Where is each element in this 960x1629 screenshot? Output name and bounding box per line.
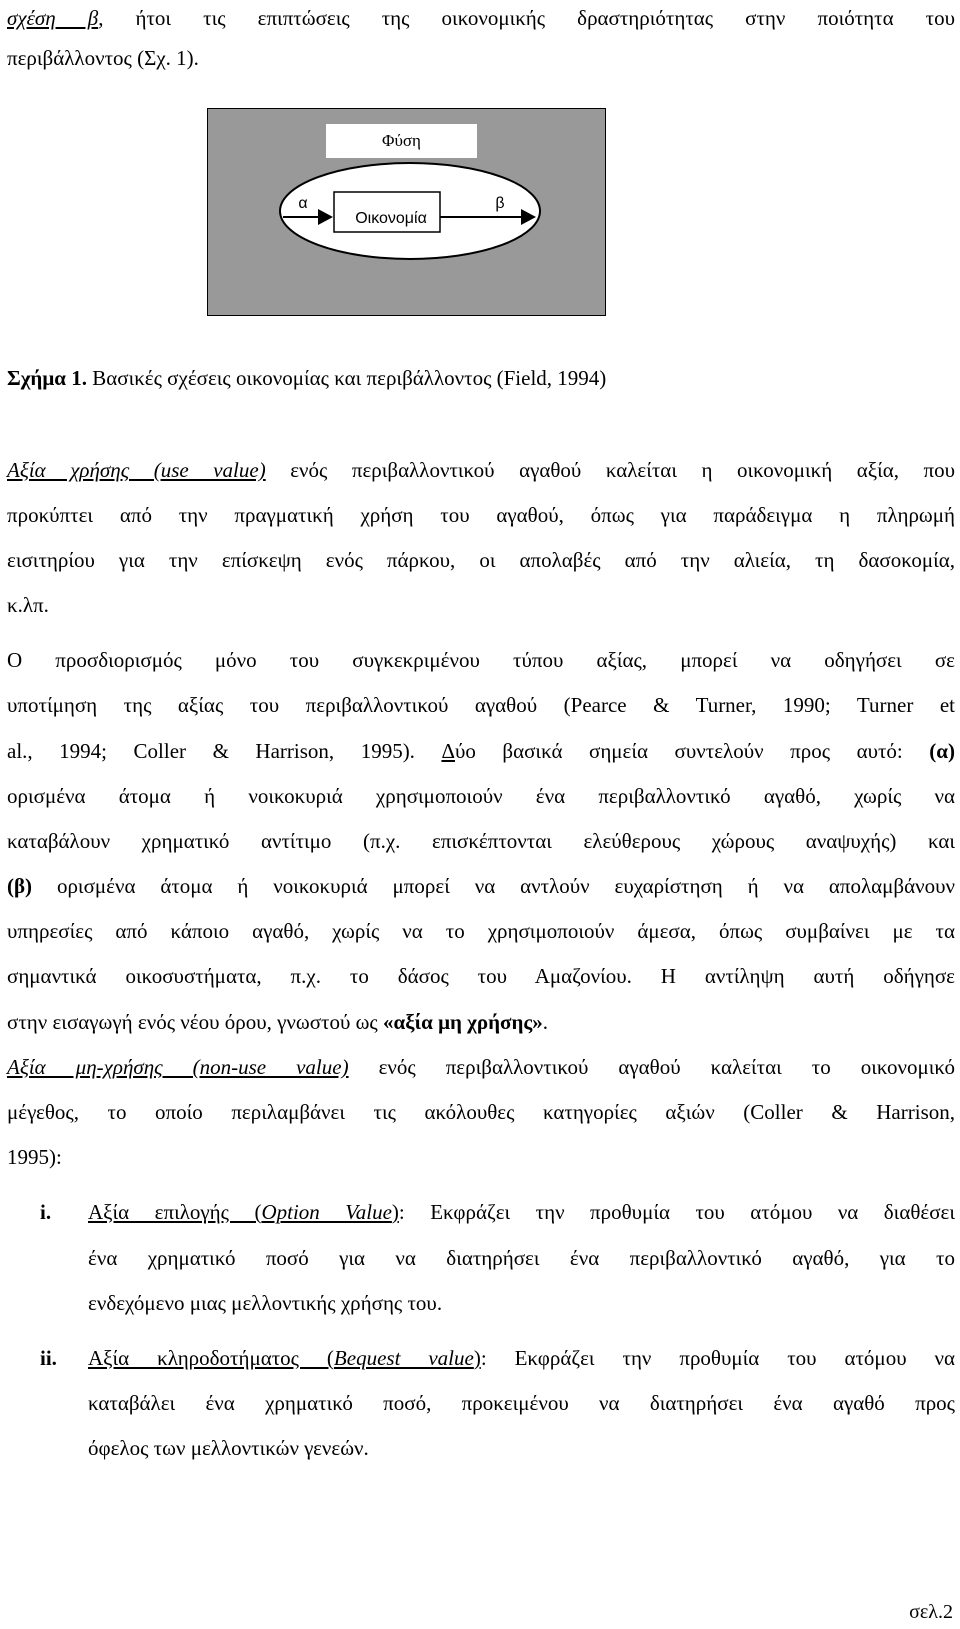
p2-line-9 [7, 1007, 955, 1037]
list-number-ii: ii. [40, 1346, 57, 1370]
list-number-i: i. [40, 1200, 52, 1224]
p3-line-1-text: ενός περιβαλλοντικού αγαθού καλείται το οικονομικό [348, 1055, 955, 1079]
page-number: σελ.2 [909, 1601, 953, 1623]
list-item-ii-line-3: όφελος των μελλοντικών γενεών. [88, 1436, 369, 1460]
p2-line-6-text: ορισμένα άτομα ή νοικοκυριά μπορεί να αντλούν ευχαρίστηση ή να απολαμβάνουν [32, 874, 955, 898]
p2-line-3-c: ύο βασικά σημεία συντελούν προς αυτό: [454, 739, 930, 763]
figure-diagram [0, 0, 960, 330]
p1-line-4: κ.λπ. [7, 593, 49, 617]
p2-line-7: υπηρεσίες από κάποιο αγαθό, χωρίς να το χρησιμοποιούν άμεσα, όπως συμβαίνει με τα [7, 919, 955, 943]
p3-line-3: 1995): [7, 1145, 62, 1169]
p1-line-1 [7, 455, 955, 485]
p3-line-2: μέγεθος, το οποίο περιλαμβάνει τις ακόλουθες κατηγορίες αξιών (Coller & Harrison, [7, 1100, 955, 1124]
point-beta: (β) [7, 874, 33, 898]
p2-line-5: καταβάλουν χρηματικό αντίτιμο (π.χ. επισκέπτονται ελεύθερους χώρους αναψυχής) και [7, 829, 955, 853]
caption-text: Βασικές σχέσεις οικονομίας και περιβάλλοντος (Field, 1994) [86, 366, 607, 390]
bequest-value-title [88, 1346, 481, 1370]
bequest-value-title-b: Bequest value [333, 1346, 474, 1370]
figure-caption [7, 363, 955, 393]
p2-line-2: υποτίμηση της αξίας του περιβαλλοντικού αγαθού (Pearce & Turner, 1990; Turner et [7, 693, 955, 717]
option-value-title-b: Option Value [261, 1200, 392, 1224]
p2-line-8: σημαντικά οικοσυστήματα, π.χ. το δάσος του Αμαζονίου. Η αντίληψη αυτή οδήγησε [7, 964, 955, 988]
p2-line-9-c: . [542, 1010, 548, 1034]
intro-term: σχέση β [7, 6, 99, 30]
point-alpha: (α) [929, 739, 955, 763]
p1-line-1-text: ενός περιβαλλοντικού αγαθού καλείται η οικονομική αξία, που [265, 458, 955, 482]
list-item-i-line-3: ενδεχόμενο μιας μελλοντικής χρήσης του. [88, 1291, 443, 1315]
list-item-ii-line-1 [88, 1343, 955, 1373]
list-item-i-text: : Εκφράζει την προθυμία του ατόμου να διαθέσει [398, 1200, 955, 1224]
p2-line-1: Ο προσδιορισμός μόνο του συγκεκριμένου τύπου αξίας, μπορεί να οδηγήσει σε [7, 648, 955, 672]
label-beta: β [495, 195, 505, 212]
list-item-i-line-2: ένα χρηματικό ποσό για να διατηρήσει ένα περιβαλλοντικό αγαθό, για το [88, 1246, 955, 1270]
p1-line-3: εισιτηρίου για την επίσκεψη ενός πάρκου, οι απολαβές από την αλιεία, τη δασοκομία, [7, 548, 955, 572]
non-use-value-bold: «αξία μη χρήσης» [383, 1010, 543, 1034]
p2-line-3-b: Δ [441, 739, 455, 763]
list-item-i-line-1 [88, 1197, 955, 1227]
bequest-value-title-a: Αξία κληροδοτήματος ( [88, 1346, 334, 1370]
option-value-title [88, 1200, 399, 1224]
intro-line-2: περιβάλλοντος (Σχ. 1). [7, 46, 199, 70]
p2-line-4: ορισμένα άτομα ή νοικοκυριά χρησιμοποιούν ένα περιβαλλοντικό αγαθό, χωρίς να [7, 784, 955, 808]
p2-line-6 [7, 871, 955, 901]
figure-label-nature: Φύση [326, 124, 477, 158]
intro-text: , ήτοι τις επιπτώσεις της οικονομικής δραστηριότητας στην ποιότητα του [98, 6, 956, 30]
option-value-title-a: Αξία επιλογής ( [88, 1200, 262, 1224]
p2-line-9-a: στην εισαγωγή ενός νέου όρου, γνωστού ως [7, 1010, 384, 1034]
use-value-term: Αξία χρήσης (use value) [7, 458, 266, 482]
p3-line-1 [7, 1052, 955, 1082]
non-use-value-term: Αξία μη-χρήσης (non-use value) [7, 1055, 349, 1079]
list-item-ii-text: : Εκφράζει την προθυμία του ατόμου να [480, 1346, 956, 1370]
caption-label: Σχήμα 1. [7, 366, 87, 390]
bequest-value-title-c: ) [473, 1346, 481, 1370]
list-item-ii-line-2: καταβάλει ένα χρηματικό ποσό, προκειμένου να διατηρήσει ένα αγαθό προς [88, 1391, 955, 1415]
p1-line-2: προκύπτει από την πραγματική χρήση του αγαθού, όπως για παράδειγμα η πληρωμή [7, 503, 955, 527]
label-alpha: α [298, 195, 308, 212]
p2-line-3 [7, 736, 955, 766]
p2-line-3-a: al., 1994; Coller & Harrison, 1995). [7, 739, 442, 763]
option-value-title-c: ) [391, 1200, 399, 1224]
label-economy: Οικονομία [355, 210, 427, 227]
